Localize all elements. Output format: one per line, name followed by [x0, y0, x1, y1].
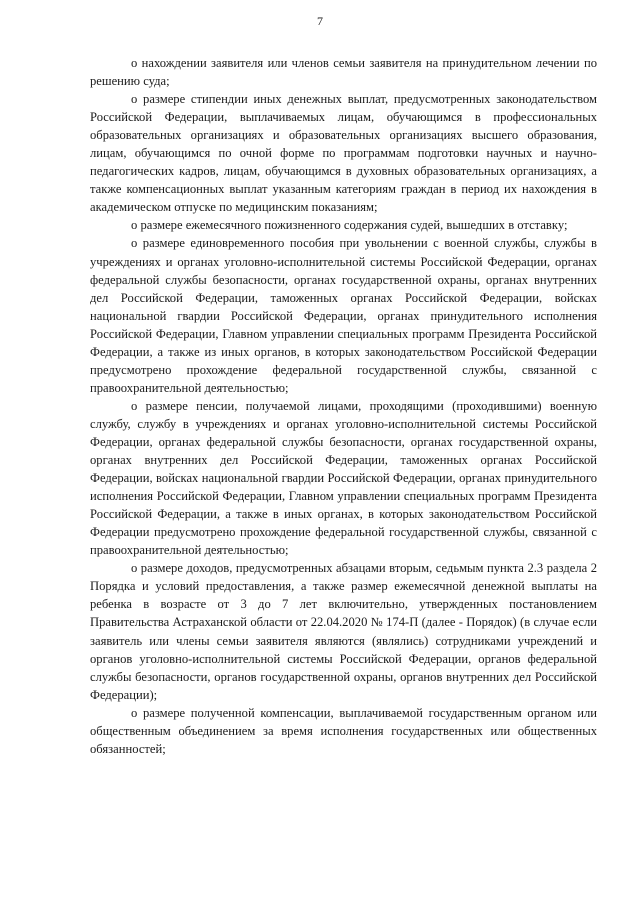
- paragraph: о размере полученной компенсации, выплачиваемой государственным органом или общественным объединением за время исполнения государственных или общественных обязанностей;: [90, 705, 597, 756]
- document-body: [90, 54, 597, 758]
- paragraph: о размере стипендии иных денежных выплат, предусмотренных законодательством Российской Федерации, выплачиваемых лицам, обучающимся в профессиональных образовательных организациях и образовательных организациях высшего образования, лицам, обучающимся по очной форме по программам подготовки научных и научно-педагогических кадров, лицам, обучающимся в духовных образовательных организациях, а также компенсационных выплат указанным категориям граждан в период их нахождения в академическом отпуске по медицинским показаниям;: [90, 92, 597, 215]
- paragraph: о размере единовременного пособия при увольнении с военной службы, службы в учреждениях и органах уголовно-исполнительной системы Российской Федерации, органах федеральной службы безопасности, органах государственной охраны, органах внутренних дел Российской Федерации, таможенных органах Российской Федерации, войсках национальной гвардии Российской Федерации, органах принудительного исполнения Российской Федерации, Главном управлении специальных программ Президента Российской Федерации, а также из иных органов, в которых законодательством Российской Федерации предусмотрено прохождение федеральной государственной службы, связанной с правоохранительной деятельностью;: [90, 236, 597, 395]
- paragraph: о нахождении заявителя или членов семьи заявителя на принудительном лечении по решению суда;: [90, 56, 597, 89]
- paragraph: о размере доходов, предусмотренных абзацами вторым, седьмым пункта 2.3 раздела 2 Порядка и условий предоставления, а также размер ежемесячной денежной выплаты на ребенка в возрасте от 3 до 7 лет включительно, утвержденных постановлением Правительства Астраханской области от 22.04.2020 № 174-П (далее - Порядок) (в случае если заявитель или члены семьи заявителя являются (являлись) сотрудниками учреждений и органов уголовно-исполнительной системы Российской Федерации, органов федеральной службы безопасности, органов государственной охраны, органов внутренних дел Российской Федерации);: [90, 561, 597, 702]
- paragraph: о размере ежемесячного пожизненного содержания судей, вышедших в отставку;: [131, 218, 568, 233]
- paragraph: о размере пенсии, получаемой лицами, проходящими (проходившими) военную службу, службу в учреждениях и органах уголовно-исполнительной системы Российской Федерации, органах федеральной службы безопасности, органах государственной охраны, органах внутренних дел Российской Федерации, таможенных органах Российской Федерации, войсках национальной гвардии Российской Федерации, органах принудительного исполнения Российской Федерации, Главном управлении специальных программ Президента Российской Федерации, а также в иных органах, в которых законодательством Российской Федерации предусмотрено прохождение федеральной государственной службы, связанной с правоохранительной деятельностью;: [90, 398, 597, 558]
- page-number: 7: [317, 14, 323, 28]
